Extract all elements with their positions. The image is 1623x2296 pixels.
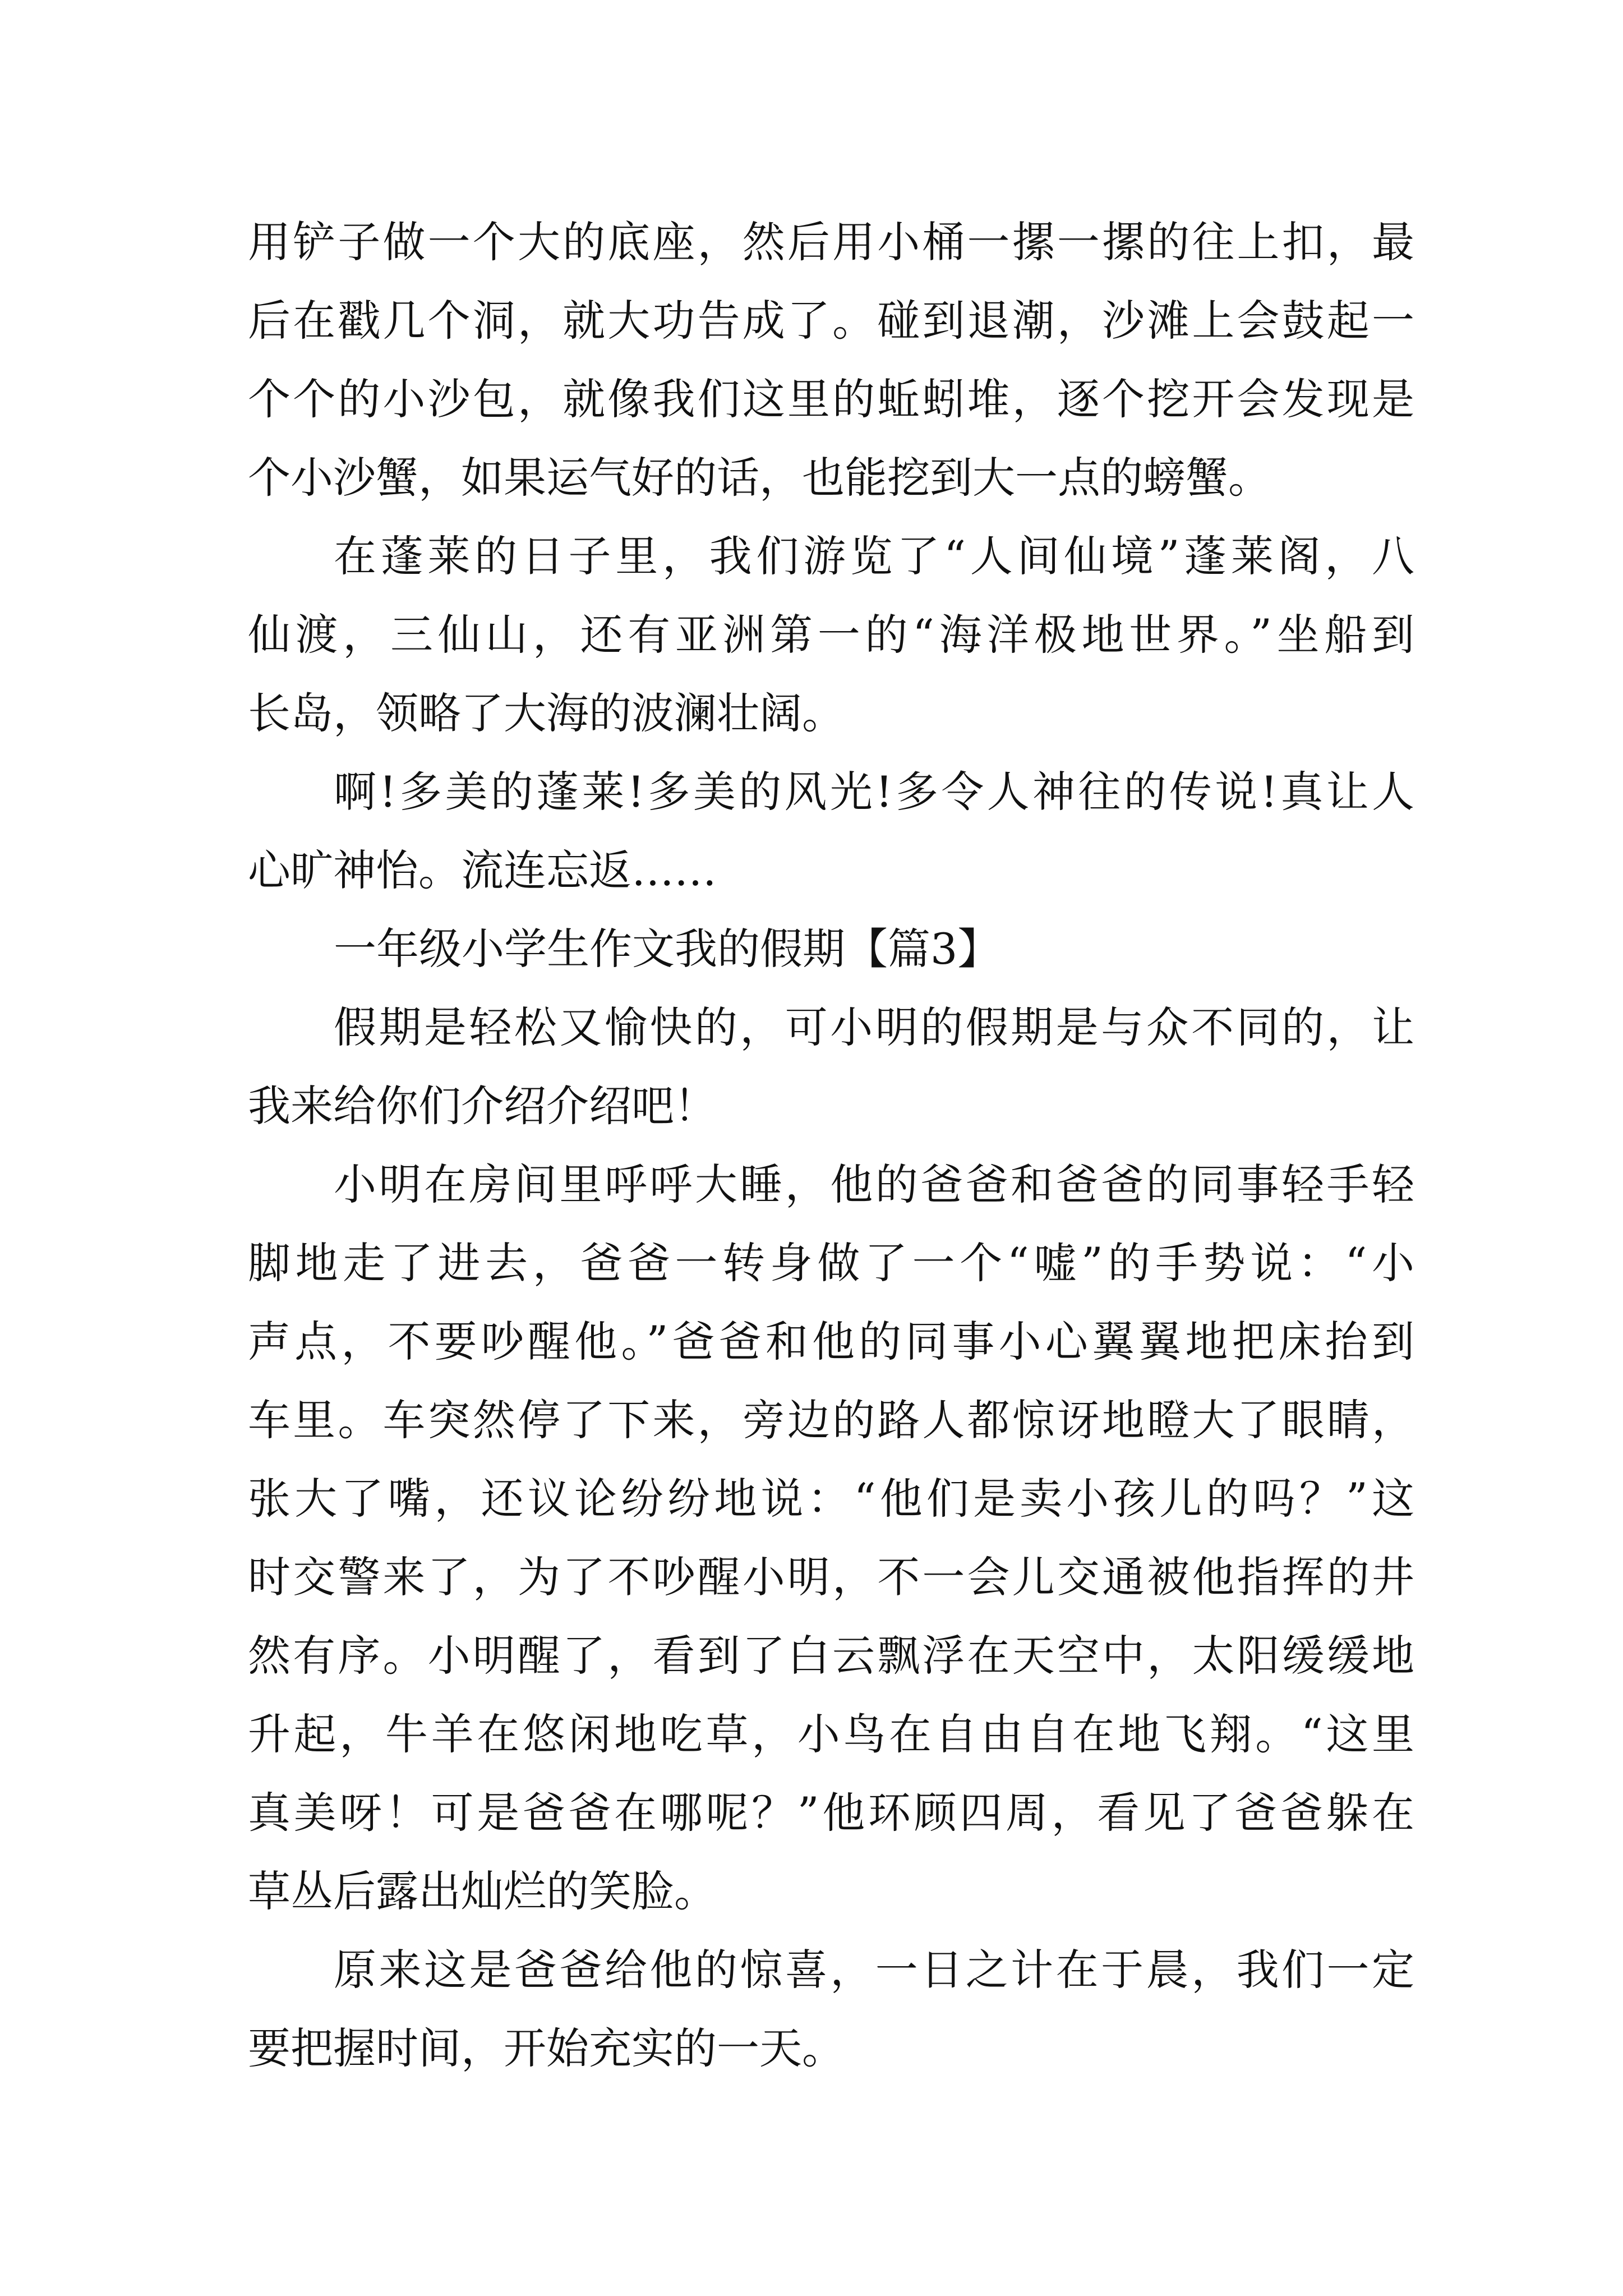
text-line: 心旷神怡。流连忘返…… [248, 845, 717, 895]
text-line: 车里。车突然停了下来，旁边的路人都惊讶地瞪大了眼睛， [248, 1395, 1414, 1445]
text-line: 真美呀！可是爸爸在哪呢？”他环顾四周，看见了爸爸躲在 [248, 1788, 1414, 1838]
text-line: 仙渡，三仙山，还有亚洲第一的“海洋极地世界。”坐船到 [248, 610, 1414, 660]
text-line: 长岛，领略了大海的波澜壮阔。 [248, 688, 845, 738]
text-line: 原来这是爸爸给他的惊喜，一日之计在于晨，我们一定 [334, 1945, 1414, 1995]
text-line: 草丛后露出灿烂的笑脸。 [248, 1866, 717, 1916]
text-line: 小明在房间里呼呼大睡，他的爸爸和爸爸的同事轻手轻 [334, 1159, 1414, 1209]
text-line: 声点，不要吵醒他。”爸爸和他的同事小心翼翼地把床抬到 [248, 1317, 1414, 1366]
text-line: 我来给你们介绍介绍吧！ [248, 1081, 717, 1131]
text-line: 后在戳几个洞，就大功告成了。碰到退潮，沙滩上会鼓起一 [248, 296, 1414, 346]
text-line: 用铲子做一个大的底座，然后用小桶一摞一摞的往上扣，最 [248, 217, 1414, 267]
section-heading: 一年级小学生作文我的假期【篇3】 [334, 924, 1000, 974]
text-line: 升起，牛羊在悠闲地吃草，小鸟在自由自在地飞翔。“这里 [248, 1709, 1414, 1759]
text-line: 个个的小沙包，就像我们这里的蚯蚓堆，逐个挖开会发现是 [248, 374, 1414, 424]
text-line: 个小沙蟹，如果运气好的话，也能挖到大一点的螃蟹。 [248, 453, 1271, 503]
text-line: 要把握时间，开始充实的一天。 [248, 2023, 845, 2073]
text-line: 脚地走了进去，爸爸一转身做了一个“嘘”的手势说：“小 [248, 1238, 1414, 1288]
text-line: 时交警来了，为了不吵醒小明，不一会儿交通被他指挥的井 [248, 1552, 1414, 1602]
text-line: 张大了嘴，还议论纷纷地说：“他们是卖小孩儿的吗？”这 [248, 1474, 1414, 1524]
text-line: 在蓬莱的日子里，我们游览了“人间仙境”蓬莱阁，八 [334, 531, 1414, 581]
text-line: 啊!多美的蓬莱!多美的风光!多令人神往的传说!真让人 [334, 767, 1414, 817]
text-line: 然有序。小明醒了，看到了白云飘浮在天空中，太阳缓缓地 [248, 1631, 1414, 1681]
text-line: 假期是轻松又愉快的，可小明的假期是与众不同的，让 [334, 1002, 1414, 1052]
